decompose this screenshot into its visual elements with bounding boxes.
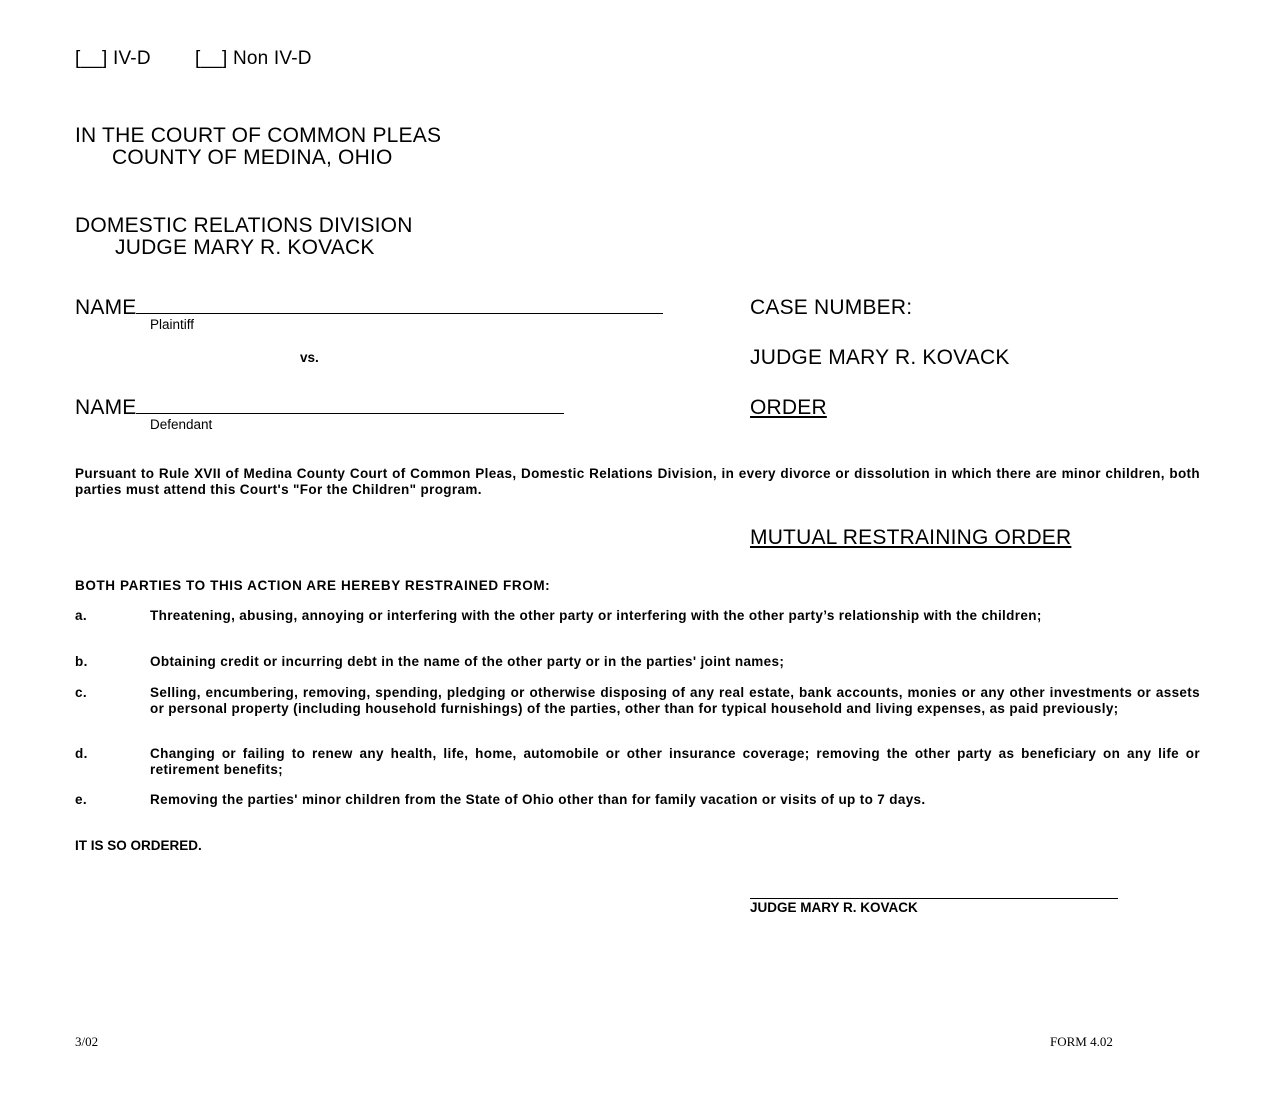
case-number-label: CASE NUMBER: [750,296,913,319]
plaintiff-sublabel: Plaintiff [150,317,195,332]
item-text: Selling, encumbering, removing, spending, pledging or otherwise disposing of any real estate, bank accounts, monies or any other investments or assets or personal property (including household furnishings) of the parties, other than for typical household and living expenses, as paid previously; [150,685,1200,716]
item-text: Changing or failing to renew any health, life, home, automobile or other insurance coverage; removing the other party as beneficiary on any life or retirement benefits; [150,746,1200,777]
plaintiff-name-line[interactable] [136,312,663,314]
item-text: Removing the parties' minor children from the State of Ohio other than for family vacation or visits of up to 7 days. [150,792,926,807]
defendant-name-field[interactable] [75,396,564,420]
signature-name: JUDGE MARY R. KOVACK [750,900,918,915]
division-line1: DOMESTIC RELATIONS DIVISION [75,214,413,237]
division-line2: JUDGE MARY R. KOVACK [115,236,375,259]
closing-statement: IT IS SO ORDERED. [75,838,202,853]
checkbox-ivd[interactable] [75,48,151,70]
intro-paragraph: Pursuant to Rule XVII of Medina County Court of Common Pleas, Domestic Relations Division, in every divorce or dissolution in which there are minor children, both parties must attend this Court's "For the Children" program. [75,466,1200,497]
checkbox-ivd-box[interactable]: [__] [75,48,108,69]
defendant-sublabel: Defendant [150,417,213,432]
versus-label: vs. [300,350,319,365]
item-label: d. [75,746,88,761]
defendant-name-label: NAME [75,396,137,419]
checkbox-ivd-label: IV-D [112,48,151,69]
court-name-line2: COUNTY OF MEDINA, OHIO [112,146,393,169]
order-subtitle: MUTUAL RESTRAINING ORDER [750,526,1072,549]
item-label: e. [75,792,87,807]
defendant-name-line[interactable] [136,412,564,414]
item-text: Threatening, abusing, annoying or interfering with the other party or interfering with the other party’s relationship with the children; [150,608,1042,623]
restraint-heading: BOTH PARTIES TO THIS ACTION ARE HEREBY RESTRAINED FROM: [75,578,551,593]
item-text: Obtaining credit or incurring debt in the name of the other party or in the parties' joint names; [150,654,785,669]
court-name-line1: IN THE COURT OF COMMON PLEAS [75,124,442,147]
signature-line[interactable] [750,897,1118,899]
checkbox-non-ivd[interactable] [195,48,312,70]
plaintiff-name-label: NAME [75,296,137,319]
checkbox-non-ivd-label: Non IV-D [232,48,312,69]
footer-form-number: FORM 4.02 [1050,1034,1113,1049]
item-label: b. [75,654,88,669]
item-label: c. [75,685,87,700]
item-label: a. [75,608,87,623]
caption-judge: JUDGE MARY R. KOVACK [750,346,1010,369]
order-title: ORDER [750,396,827,419]
footer-date: 3/02 [75,1034,99,1049]
checkbox-non-ivd-box[interactable]: [__] [195,48,228,69]
